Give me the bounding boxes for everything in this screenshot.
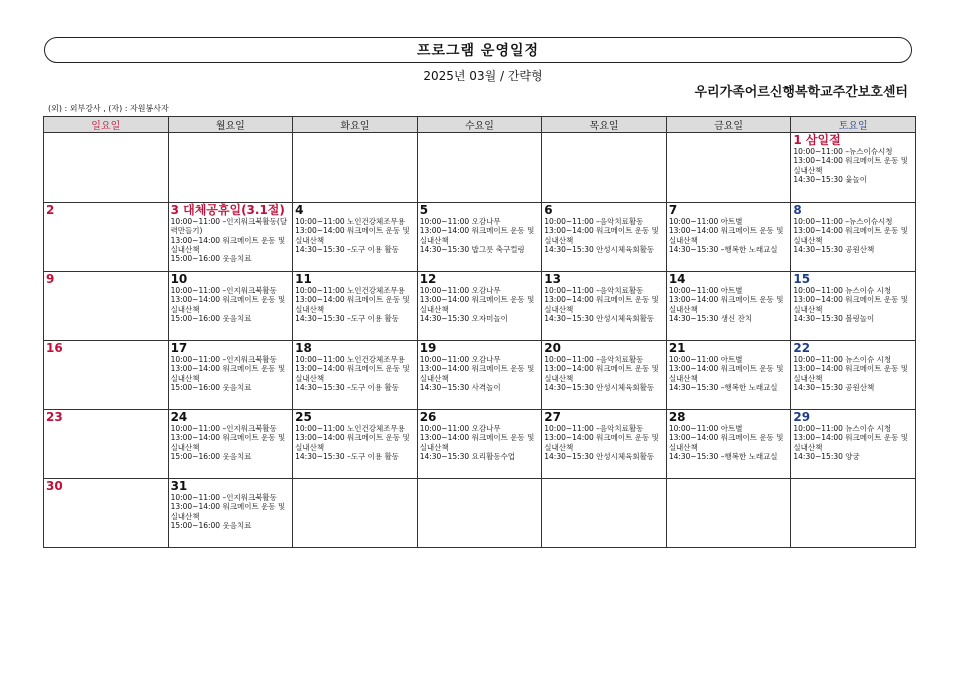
day-cell <box>417 272 542 341</box>
schedule-line: 13:00~14:00 워크메이트 운동 및 실내산책 <box>295 226 410 245</box>
schedule-line: 13:00~14:00 워크메이트 운동 및 실내산책 <box>170 295 286 314</box>
calendar-table <box>43 116 916 548</box>
day-number: 5 <box>419 203 429 217</box>
schedule-line: 13:00~14:00 워크메이트 운동 및 실내산책 <box>295 433 410 452</box>
day-cell <box>44 272 169 341</box>
schedule-line: 14:30~15:30 공원산책 <box>793 244 875 254</box>
schedule-line: 14:30~15:30 안성시체육회활동 <box>544 313 655 323</box>
schedule-line: 10:00~11:00 뉴스이슈 시청 <box>793 424 892 433</box>
day-number: 12 <box>419 272 437 286</box>
schedule-line: 10:00~11:00 노인건강체조무용 <box>295 217 405 226</box>
weekday-header: 토요일 <box>791 117 916 133</box>
day-number: 2 <box>46 203 55 217</box>
schedule-line: 10:00~11:00 노인건강체조무용 <box>295 424 405 433</box>
day-number: 1 삼일절 <box>793 133 841 147</box>
schedule-line: 14:30~15:30 오자미놀이 <box>419 313 508 323</box>
day-cell <box>168 133 293 203</box>
schedule-line: 10:00~11:00 –인지워크북활동 <box>170 286 277 295</box>
day-cell <box>44 410 169 479</box>
day-cell <box>44 341 169 410</box>
schedule-line: 13:00~14:00 워크메이트 운동 및 실내산책 <box>793 156 908 175</box>
schedule-line: 13:00~14:00 워크메이트 운동 및 실내산책 <box>544 364 659 383</box>
schedule-line: 13:00~14:00 워크메이트 운동 및 실내산책 <box>295 295 410 314</box>
schedule-line: 14:30~15:30 안성시체육회활동 <box>544 382 655 392</box>
schedule-line: 10:00~11:00 아트별 <box>668 424 743 433</box>
schedule-line: 13:00~14:00 워크메이트 운동 및 실내산책 <box>668 364 784 383</box>
day-number: 21 <box>668 341 686 355</box>
week-row <box>44 479 916 548</box>
schedule-line: 13:00~14:00 워크메이트 운동 및 실내산책 <box>295 364 410 383</box>
day-cell <box>666 272 791 341</box>
week-row <box>44 203 916 272</box>
day-number: 14 <box>668 272 686 286</box>
day-cell <box>417 341 542 410</box>
week-row <box>44 341 916 410</box>
holiday-label: 삼일절 <box>805 133 841 147</box>
day-cell <box>542 410 667 479</box>
schedule-line: 15:00~16:00 웃음치료 <box>170 313 252 323</box>
week-row <box>44 133 916 203</box>
schedule-line: 10:00~11:00 노인건강체조무용 <box>295 355 405 364</box>
schedule-line: 10:00~11:00 오감나무 <box>419 286 501 295</box>
schedule-line: 14:30~15:30 –행복한 노래교실 <box>668 244 778 254</box>
day-cell <box>791 410 916 479</box>
schedule-line: 14:30~15:30 생신 잔치 <box>668 313 753 323</box>
schedule-line: 13:00~14:00 워크메이트 운동 및 실내산책 <box>170 364 286 383</box>
day-cell <box>168 341 293 410</box>
day-number: 30 <box>46 479 63 493</box>
day-cell <box>293 479 418 548</box>
day-cell <box>791 133 916 203</box>
day-number: 17 <box>170 341 188 355</box>
day-cell <box>293 203 418 272</box>
schedule-line: 13:00~14:00 워크메이트 운동 및 실내산책 <box>793 295 908 314</box>
week-row <box>44 410 916 479</box>
day-number: 3 대체공휴일(3.1절) <box>170 203 285 217</box>
page-subtitle: 2025년 03월 / 간략형 <box>423 69 543 83</box>
schedule-line: 13:00~14:00 워크메이트 운동 및 실내산책 <box>793 364 908 383</box>
day-cell <box>168 203 293 272</box>
schedule-line: 15:00~16:00 웃음치료 <box>170 382 252 392</box>
day-cell <box>791 479 916 548</box>
day-cell <box>417 133 542 203</box>
holiday-label: 대체공휴일(3.1절) <box>183 203 285 217</box>
day-number: 9 <box>46 272 55 286</box>
day-number: 26 <box>419 410 437 424</box>
schedule-line: 10:00~11:00 아트별 <box>668 355 743 364</box>
day-number: 24 <box>170 410 188 424</box>
weekday-header: 일요일 <box>44 117 169 133</box>
schedule-line: 10:00~11:00 오감나무 <box>419 217 501 226</box>
schedule-line: 13:00~14:00 워크메이트 운동 및 실내산책 <box>793 226 908 245</box>
day-number: 29 <box>793 410 811 424</box>
day-cell <box>293 341 418 410</box>
schedule-line: 10:00~11:00 뉴스이슈 시청 <box>793 286 892 295</box>
day-number: 15 <box>793 272 811 286</box>
schedule-line: 14:30~15:30 윷놀이 <box>793 174 868 184</box>
schedule-line: 14:30~15:30 밥그릇 축구컬링 <box>419 244 525 254</box>
schedule-line: 14:30~15:30 요리활동수업 <box>419 451 516 461</box>
day-cell <box>542 133 667 203</box>
schedule-line: 10:00~11:00 –인지워크북활동 <box>170 424 277 433</box>
day-cell <box>791 341 916 410</box>
schedule-line: 13:00~14:00 워크메이트 운동 및 실내산책 <box>170 502 286 521</box>
day-number: 28 <box>668 410 686 424</box>
day-cell <box>44 133 169 203</box>
day-cell <box>666 479 791 548</box>
day-cell <box>791 272 916 341</box>
day-number: 4 <box>295 203 304 217</box>
day-number: 13 <box>544 272 561 286</box>
day-number: 31 <box>170 479 188 493</box>
day-number: 18 <box>295 341 312 355</box>
schedule-line: 13:00~14:00 워크메이트 운동 및 실내산책 <box>668 226 784 245</box>
weekday-header: 월요일 <box>168 117 293 133</box>
weekday-header-row <box>44 117 916 133</box>
schedule-line: 13:00~14:00 워크메이트 운동 및 실내산책 <box>419 433 535 452</box>
day-number: 23 <box>46 410 63 424</box>
schedule-line: 14:30~15:30 –행복한 노래교실 <box>668 451 778 461</box>
day-number: 16 <box>46 341 63 355</box>
day-cell <box>542 272 667 341</box>
day-cell <box>44 479 169 548</box>
schedule-line: 14:30~15:30 –행복한 노래교실 <box>668 382 778 392</box>
schedule-line: 13:00~14:00 워크메이트 운동 및 실내산책 <box>419 364 535 383</box>
schedule-line: 10:00~11:00 뉴스이슈 시청 <box>793 355 892 364</box>
schedule-line: 15:00~16:00 웃음치료 <box>170 520 252 530</box>
day-number: 19 <box>419 341 437 355</box>
weekday-header: 화요일 <box>293 117 418 133</box>
day-cell <box>293 410 418 479</box>
day-cell <box>666 410 791 479</box>
day-cell <box>293 272 418 341</box>
day-number: 27 <box>544 410 561 424</box>
schedule-line: 10:00~11:00 노인건강체조무용 <box>295 286 405 295</box>
day-cell <box>542 203 667 272</box>
schedule-line: 14:30~15:30 안성시체육회활동 <box>544 451 655 461</box>
schedule-line: 10:00~11:00 –음악치료활동 <box>544 217 644 226</box>
schedule-line: 10:00~11:00 –뉴스이슈시청 <box>793 147 893 156</box>
schedule-line: 10:00~11:00 오감나무 <box>419 355 501 364</box>
day-cell <box>666 203 791 272</box>
weekday-header: 목요일 <box>542 117 667 133</box>
schedule-line: 13:00~14:00 워크메이트 운동 및 실내산책 <box>170 235 286 254</box>
schedule-line: 14:30~15:30 –도구 이용 활동 <box>295 451 400 461</box>
page-title: 프로그램 운영일정 <box>44 37 912 63</box>
day-cell <box>417 410 542 479</box>
schedule-line: 10:00~11:00 –음악치료활동 <box>544 355 644 364</box>
week-row <box>44 272 916 341</box>
day-number: 6 <box>544 203 553 217</box>
schedule-line: 13:00~14:00 워크메이트 운동 및 실내산책 <box>668 433 784 452</box>
schedule-line: 10:00~11:00 –음악치료활동 <box>544 286 644 295</box>
schedule-line: 14:30~15:30 사격놀이 <box>419 382 501 392</box>
schedule-line: 13:00~14:00 워크메이트 운동 및 실내산책 <box>668 295 784 314</box>
day-number: 20 <box>544 341 561 355</box>
day-number: 8 <box>793 203 802 217</box>
schedule-line: 10:00~11:00 아트별 <box>668 217 743 226</box>
schedule-line: 15:00~16:00 웃음치료 <box>170 254 252 264</box>
schedule-line: 14:30~15:30 –도구 이용 활동 <box>295 244 400 254</box>
day-cell <box>542 479 667 548</box>
schedule-line: 14:30~15:30 양궁 <box>793 451 860 461</box>
day-number: 25 <box>295 410 312 424</box>
schedule-line: 10:00~11:00 오감나무 <box>419 424 501 433</box>
schedule-line: 13:00~14:00 워크메이트 운동 및 실내산책 <box>170 433 286 452</box>
day-cell <box>168 410 293 479</box>
weekday-header: 금요일 <box>666 117 791 133</box>
legend: (외) : 외부강사 , (자) : 자원봉사자 <box>48 104 169 113</box>
day-cell <box>417 203 542 272</box>
schedule-line: 14:30~15:30 –도구 이용 활동 <box>295 382 400 392</box>
schedule-line: 10:00~11:00 아트별 <box>668 286 743 295</box>
day-cell <box>542 341 667 410</box>
schedule-line: 14:30~15:30 볼링놀이 <box>793 313 875 323</box>
day-number: 7 <box>668 203 678 217</box>
schedule-line: 14:30~15:30 안성시체육회활동 <box>544 244 655 254</box>
day-number: 22 <box>793 341 811 355</box>
day-cell <box>168 479 293 548</box>
day-number: 11 <box>295 272 312 286</box>
day-cell <box>417 479 542 548</box>
schedule-line: 14:30~15:30 공원산책 <box>793 382 875 392</box>
schedule-line: 13:00~14:00 워크메이트 운동 및 실내산책 <box>419 295 535 314</box>
schedule-line: 13:00~14:00 워크메이트 운동 및 실내산책 <box>544 295 659 314</box>
schedule-line: 10:00~11:00 –인지워크북활동(달력만들기) <box>170 217 288 236</box>
schedule-line: 15:00~16:00 웃음치료 <box>170 451 252 461</box>
day-cell <box>44 203 169 272</box>
schedule-line: 10:00~11:00 –음악치료활동 <box>544 424 644 433</box>
schedule-line: 13:00~14:00 워크메이트 운동 및 실내산책 <box>544 433 659 452</box>
center-name: 우리가족어르신행복학교주간보호센터 <box>694 85 908 100</box>
day-number: 10 <box>170 272 188 286</box>
day-cell <box>666 133 791 203</box>
schedule-line: 10:00~11:00 –인지워크북활동 <box>170 355 277 364</box>
schedule-line: 10:00~11:00 –뉴스이슈시청 <box>793 217 893 226</box>
schedule-line: 13:00~14:00 워크메이트 운동 및 실내산책 <box>544 226 659 245</box>
weekday-header: 수요일 <box>417 117 542 133</box>
schedule-line: 13:00~14:00 워크메이트 운동 및 실내산책 <box>793 433 908 452</box>
day-cell <box>168 272 293 341</box>
schedule-line: 13:00~14:00 워크메이트 운동 및 실내산책 <box>419 226 535 245</box>
day-cell <box>666 341 791 410</box>
day-cell <box>791 203 916 272</box>
schedule-line: 14:30~15:30 –도구 이용 활동 <box>295 313 400 323</box>
day-cell <box>293 133 418 203</box>
schedule-line: 10:00~11:00 –인지워크북활동 <box>170 493 277 502</box>
